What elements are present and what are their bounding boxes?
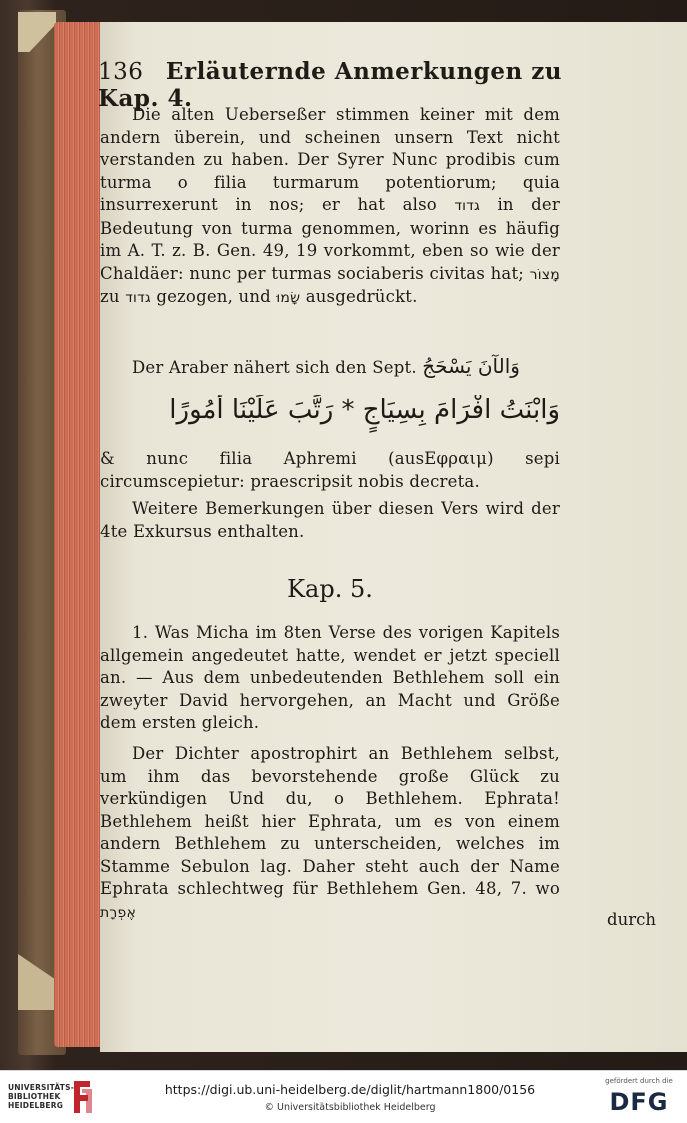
p4-text: Weitere Bemerkungen über diesen Vers wird der 4te Exkursus enthalten. [100, 499, 560, 541]
p2-text: Der Araber nähert sich den Sept. [132, 358, 417, 377]
page-number: 136 [98, 59, 144, 85]
paragraph-3 [100, 448, 560, 493]
p1-text-zu: zu [100, 287, 120, 306]
arabic-phrase: وَالآنَ يَسْحَجُ [422, 354, 520, 378]
paragraph-1 [100, 104, 560, 310]
running-head [98, 58, 568, 112]
paragraph-2 [100, 355, 560, 380]
p1-text-a: Die alten Ueberseßer stimmen keiner mit dem andern überein, und scheinen unsern Text nicht verstanden zu haben. Der Syrer Nunc prodibis cum turma o filia turmarum potentiorum; quia insurrexerunt in nos; er hat also [100, 105, 560, 214]
library-logo-icon[interactable] [70, 1079, 94, 1115]
library-name: UNIVERSITÄTS-BIBLIOTHEK HEIDELBERG [8, 1083, 75, 1110]
arabic-quotation: وَابْنَتُ افْرَامَ بِسِيَاجٍ * رَتَّبَ عَلَيْنَا أُمُورًا [169, 395, 560, 425]
p1-text-d: ausgedrückt. [305, 287, 418, 306]
hebrew-word: גדוד [454, 198, 480, 214]
chapter-heading: Kap. 5. [287, 575, 373, 603]
funding-label: gefördert durch die [605, 1077, 673, 1085]
dfg-logo[interactable]: DFG [609, 1088, 669, 1116]
source-url-link[interactable]: https://digi.ub.uni-heidelberg.de/diglit/hartmann1800/0156 [164, 1082, 536, 1097]
p6-text: Der Dichter apostrophirt an Bethlehem selbst, um ihm das bevorstehende große Glück zu verkündigen Und du, o Bethlehem. Ephrata! Bethlehem heißt hier Ephrata, um es von einem andern Bethlehem zu unterscheiden, welches im Stamme Sebulon lag. Daher steht auch der Name Ephrata schlechtweg für Bethlehem Gen. 48, 7. wo [100, 744, 560, 898]
p3-text-b: ) sepi circumscepietur: praescripsit nobis decreta. [100, 449, 560, 491]
hebrew-word: גדוד [125, 290, 151, 306]
viewer-footer [0, 1070, 687, 1123]
hebrew-word: מָצוֹר [529, 266, 560, 283]
p1-text-b: in der Bedeutung von turma genommen, worinn es häufig im A. T. z. B. Gen. 49, 19 vorkommt, eben so wie der Chaldäer: nunc per turmas sociaberis civitas hat; [100, 195, 560, 283]
page-edges [54, 22, 102, 1047]
paragraph-5 [100, 622, 560, 735]
catchword: durch [607, 910, 656, 929]
greek-word: Εφραιμ [424, 449, 488, 468]
hebrew-word: שָׂמוּ [276, 290, 301, 306]
running-head-title: Erläuternde Anmerkungen zu Kap. 4. [98, 58, 563, 112]
p5-text: 1. Was Micha im 8ten Verse des vorigen Kapitels allgemein angedeutet hatte, wendet er jetzt speciell an. — Aus dem unbedeutenden Bethlehem soll ein zweyter David hervorgehen, an Macht und Größe dem ersten gleich. [100, 623, 560, 732]
p1-text-c: gezogen, und [156, 287, 271, 306]
hebrew-word: אֶפְרָת [100, 904, 137, 921]
paragraph-4 [100, 498, 560, 543]
p3-text-a: & nunc filia Aphremi (aus [100, 449, 425, 468]
copyright-notice: © Universitätsbibliothek Heidelberg [264, 1102, 436, 1113]
paragraph-6 [100, 743, 560, 924]
